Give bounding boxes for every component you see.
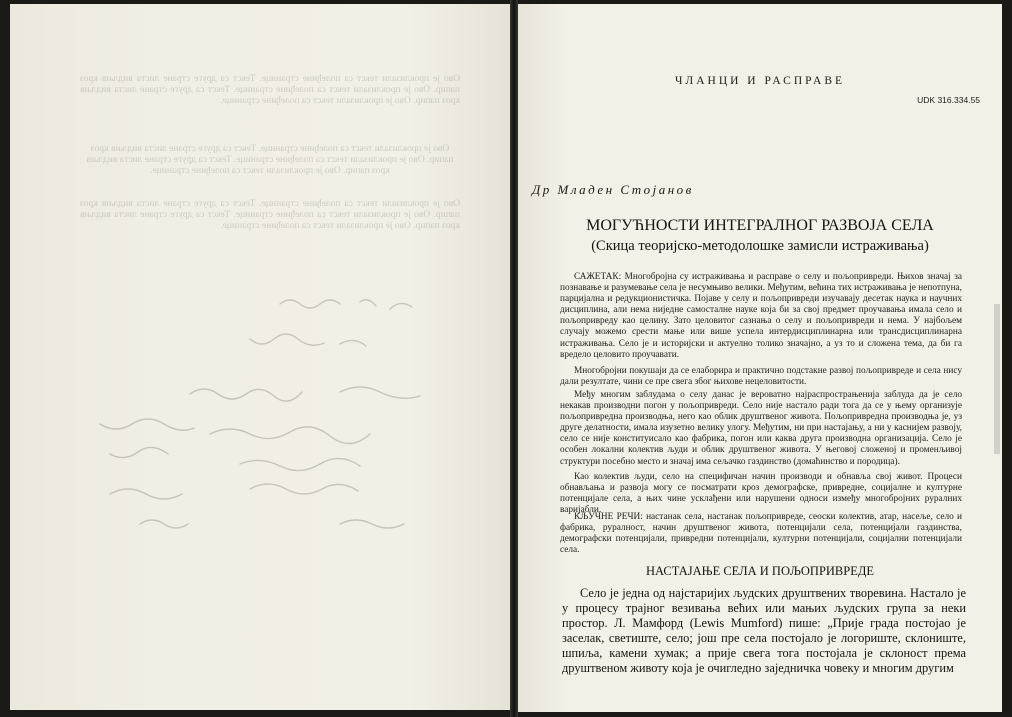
keywords-paragraph: КЉУЧНЕ РЕЧИ: настанак села, настанак пољопривреде, сеоски колектив, атар, насеље, село и фабрика, руралност, начин друштвеног живота, потенцијали села, потенцијали газдинства, демографски потенцијали, привредни потенцијали, културни потенцијали, социјални потенцијали села. [560, 512, 962, 556]
series-heading: ЧЛАНЦИ И РАСПРАВЕ [674, 75, 846, 87]
handwritten-scribble-bleed [40, 284, 480, 584]
author-name: Др Младен Стојанов [532, 182, 694, 197]
abstract-paragraph: Многобројни покушаји да се елаборира и практично подстакне развој пољопривреде и села нису дали резултате, чини се пре свега због њихове нецеловитости. [560, 366, 962, 388]
bleed-through-text-top: Ово је проклизали текст са полеђине странице. Текст са друге стране листа видљив кроз папир. Ово је проклизали текст са полеђине странице. Текст са друге стране листа видљив кроз папир. Ово је проклизали текст са полеђине странице. [80, 74, 460, 106]
bleed-through-text-heading: Ово је проклизали текст са полеђине странице. Текст са друге стране листа видљив кроз папир. Ово је проклизали текст са полеђине странице. Текст са друге стране листа видљив кроз папир. Ово је проклизали текст са полеђине странице. [86, 144, 454, 176]
body-text [562, 586, 966, 676]
book-spine [510, 0, 518, 717]
udk-classification: UDK 316.334.55 [917, 95, 980, 105]
abstract-paragraph: Међу многим заблудама о селу данас је вероватно најраспрострањенија заблуда да је село некакав производни погон у пољопривреди. Село није настало ради тога да се у њему организује пољопривредна производња, него као облик друштвеног живота. Пољопривредна производња је, уз друге делатности, имала изузетно велику улогу. Међутим, ни при настајању, а ни у каснијем развоју, село се није конституисало као фабрика, погон или каква друга производна организација. Село је особен локални колектив људи и облик друштвеног живота. У његовој сложеној и променљивој структури посебно место и значај има сељачко газдинство (домаћинство и породица). [560, 390, 962, 467]
right-page [518, 4, 1002, 712]
abstract-block-2 [560, 366, 962, 388]
abstract-paragraph: Као колектив људи, село на специфичан начин производи и обнавља свој живот. Процеси обнављања и развоја могу се посматрати кроз демографске, привредне, социјалне и културне потенцијале села, а њих чине усклађени или нарушени односи између многобројних руралних варијабли. [560, 472, 962, 516]
abstract-paragraph: САЖЕТАК: Многобројна су истраживања и расправе о селу и пољопривреди. Њихов значај за познавање и разумевање села је несумњиво велики. Међутим, већина тих истраживања је непотпуна, парцијална и редукционистичка. Појаве у селу и пољопривреди изучавају десетак наука и научних дисциплина, али нема ниједне самосталне науке која би за свој предмет проучавања имала село и пољопривреду као целину. Зато целовитог сазнања о селу и пољопривреди и нема. У најбољем случају можемо срести мање или више успела интердисциплинарна или трансдисциплинарна истраживања. Село је и историјски и актуелно толико значајно, а уз то и сложена тема, да би га вредело целовито проучавати. [560, 272, 962, 360]
left-page [10, 4, 510, 710]
section-heading: НАСТАЈАЊЕ СЕЛА И ПОЉОПРИВРЕДЕ [645, 564, 875, 578]
keywords-block [560, 512, 962, 556]
body-paragraph: Село је једна од најстаријих људских друштвених творевина. Настало је у процесу трајног везивања већих или мањих људских група за неки простор. Л. Мамфорд (Lewis Mumford) пише: „Прије града постојао је заселак, светиште, село; још пре села постојало је логориште, склониште, шпиља, камени хумак; а прије свега тога постојала је склоност према друштвеном животу која је очигледно заједничка човеку и многим другим [562, 586, 966, 675]
abstract-block-3 [560, 390, 962, 468]
abstract-block-4 [560, 472, 962, 516]
article-title: МОГУЋНОСТИ ИНТЕГРАЛНОГ РАЗВОЈА СЕЛА [586, 217, 934, 234]
abstract-summary [560, 272, 962, 361]
article-subtitle: (Скица теоријско-методолошке замисли истраживања) [591, 238, 929, 254]
page-edge-shadow [994, 304, 1000, 454]
bleed-through-text-middle: Ово је проклизали текст са полеђине странице. Текст са друге стране листа видљив кроз папир. Ово је проклизали текст са полеђине странице. Текст са друге стране листа видљив кроз папир. Ово је проклизали текст са полеђине странице. [80, 199, 460, 231]
